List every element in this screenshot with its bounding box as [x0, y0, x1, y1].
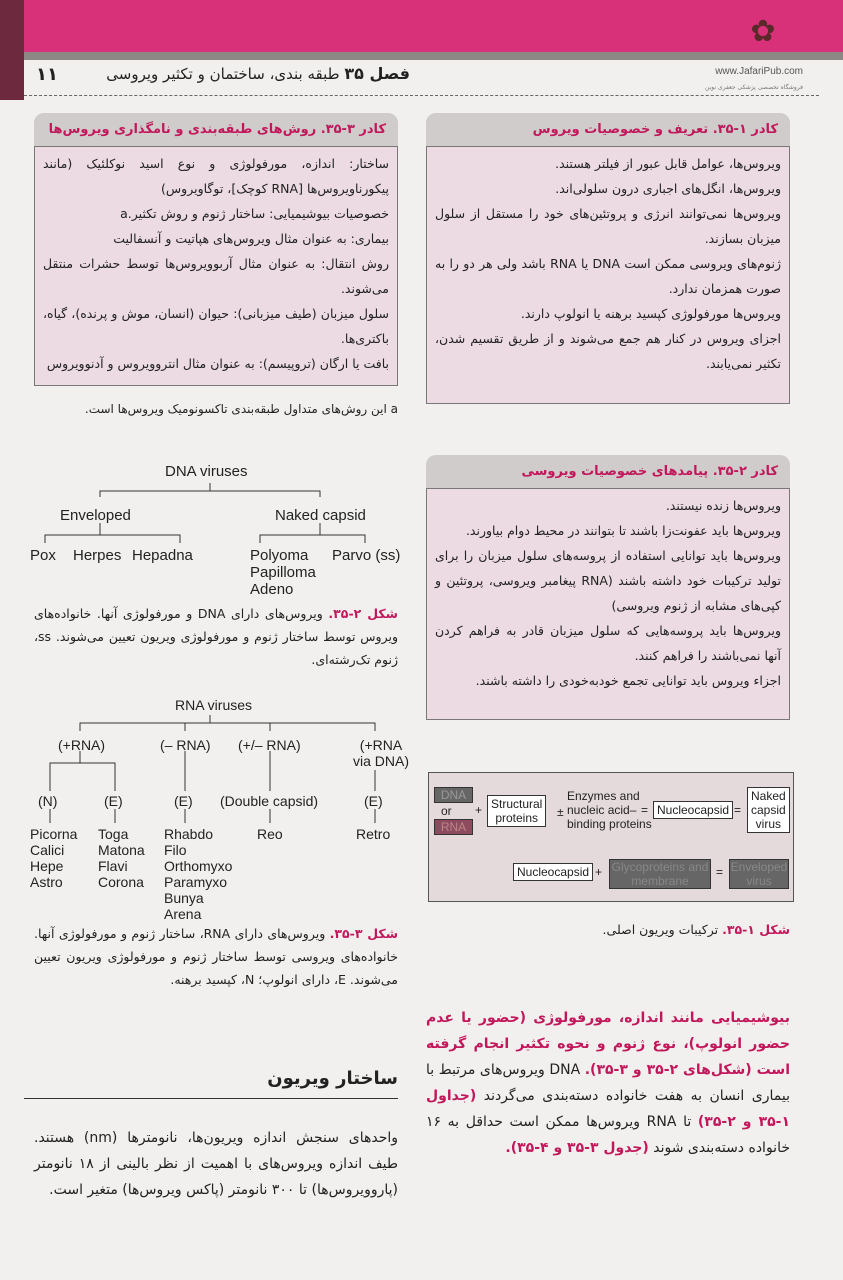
dna-virus-tree: [20, 455, 410, 598]
rna-group-2: Toga Matona Flavi Corona: [98, 826, 145, 890]
caption-label: شکل ۲-۳۵.: [328, 606, 398, 621]
para-bold: بیوشیمیایی مانند اندازه، مورفولوژی (حضور یا عدم حضور انولوپ)، نوع ژنوم و نحوه تکثیر انجام گرفته است (شکل‌های ۲-۳۵ و ۳-۳۵).: [426, 1010, 791, 1078]
para-bold: (جداول ۱-۳۵ و ۲-۳۵): [426, 1088, 791, 1130]
box-line: ویروس‌ها باید عفونت‌زا باشند تا بتوانند در محیط دوام بیاورند.: [465, 523, 781, 538]
figure-1-virion-components: [428, 772, 794, 902]
enzymes-text: Enzymes and nucleic acid– binding proteins: [567, 789, 652, 831]
enveloped-virus-box: Enveloped virus: [730, 860, 788, 888]
box-line: ویروس‌ها مورفولوژی کپسید برهنه یا انولوپ دارند.: [520, 306, 781, 321]
dna-enveloped: Enveloped: [60, 507, 131, 524]
running-header: [100, 64, 410, 83]
publisher-shop: فروشگاه تخصصی پزشکی جعفری نوین: [705, 84, 803, 91]
dna-box: DNA: [434, 787, 473, 803]
publisher-url: www.JafariPub.com: [715, 66, 803, 77]
box-line: ویروس‌ها نمی‌توانند انرژی و پروتئین‌های خود را مستقل از سلول میزبان بسازند.: [435, 206, 781, 246]
figure-3-caption: [34, 922, 398, 991]
dna-papilloma: Papilloma: [250, 564, 316, 581]
box-line: ساختار: اندازه، مورفولوژی و نوع اسید نوکلئیک (مانند پیکورناویروس‌ها [RNA کوچک]، توگاویروس): [43, 156, 389, 196]
rna-naked: (N): [38, 793, 58, 809]
dna-herpes: Herpes: [73, 547, 122, 564]
section-paragraph: واحدهای سنجش اندازه ویریون‌ها، نانومترها (nm) هستند. طیف اندازه ویروس‌های با اهمیت از نظر بالینی از ۱۸ نانومتر (پاروویروس‌ها) تا ۳۰۰ نانومتر (پاکس ویروس‌ها) متغیر است.: [34, 1130, 398, 1198]
dna-parvo: Parvo (ss): [332, 547, 401, 564]
page-number: ۱۱: [36, 64, 58, 85]
chapter-title: طبقه بندی، ساختمان و تکثیر ویروسی: [106, 65, 340, 83]
rna-group-1: Picorna Calici Hepe Astro: [30, 826, 78, 890]
dna-naked: Naked capsid: [275, 507, 366, 524]
or-text: or: [441, 804, 452, 818]
rna-double-capsid: (Double capsid): [220, 793, 319, 809]
rna-virus-tree: [20, 695, 410, 920]
rna-group-5: Retro: [356, 826, 391, 842]
naked-virus-box: Naked capsid virus: [747, 787, 790, 833]
plus-sign: +: [595, 865, 603, 879]
box-line: روش انتقال: به عنوان مثال آربوویروس‌ها توسط حشرات منتقل می‌شوند.: [43, 256, 389, 296]
box-3-footnote: a این روش‌های متداول طبقه‌بندی تاکسونومیک ویروس‌ها است.: [84, 402, 398, 416]
equals-sign: =: [641, 803, 649, 817]
chapter-label: فصل ۳۵: [344, 64, 410, 83]
header-rule: [24, 95, 819, 96]
dna-pox: Pox: [30, 547, 56, 564]
dna-root: DNA viruses: [165, 463, 248, 480]
box-title: کادر ۱-۳۵. تعریف و خصوصیات ویروس: [426, 113, 790, 146]
figure-2-caption: [34, 602, 398, 671]
caption-label: شکل ۱-۳۵.: [722, 922, 790, 937]
dna-adeno: Adeno: [250, 581, 294, 598]
edge-strip: [0, 0, 24, 100]
rna-root: RNA viruses: [175, 697, 253, 713]
box-line: ویروس‌ها، عوامل قابل عبور از فیلتر هستند.: [555, 156, 781, 171]
equals-sign: =: [734, 803, 742, 817]
rna-enveloped: (E): [174, 793, 193, 809]
box-2: [426, 455, 790, 720]
rna-ambisense: (+/– RNA): [238, 737, 301, 753]
para-text: DNA ویروس‌های مرتبط با بیماری انسان به هفت خانواده دسته‌بندی می‌گردند: [426, 1062, 790, 1104]
plus-minus-sign: ±: [557, 805, 564, 819]
structural-proteins-box: Structural proteins: [487, 795, 546, 827]
header-band: [0, 0, 843, 55]
box-line: بیماری: به عنوان مثال ویروس‌های هپاتیت و آنسفالیت: [113, 231, 389, 246]
caption-text: ترکیبات ویریون اصلی.: [602, 922, 723, 937]
rna-negative: (– RNA): [160, 737, 211, 753]
publisher-logo: ✿: [750, 14, 776, 49]
box-1: [426, 113, 790, 404]
plus-sign: +: [475, 803, 483, 817]
box-line: خصوصیات بیوشیمیایی: ساختار ژنوم و روش تکثیر.a: [120, 206, 389, 221]
caption-text: ویروس‌های دارای DNA و مورفولوژی آنها. خانواده‌های ویروس توسط ساختار ژنوم و مورفولوژی ویریون تعیین می‌شوند. ss، ژنوم تک‌رشته‌ای.: [34, 606, 398, 667]
caption-label: شکل ۳-۳۵.: [329, 926, 398, 941]
rna-enveloped: (E): [104, 793, 123, 809]
box-title: کادر ۳-۳۵. روش‌های طبقه‌بندی و نامگذاری ویروس‌ها: [34, 113, 398, 146]
para-bold: (جدول ۳-۳۵ و ۴-۳۵).: [505, 1140, 649, 1156]
classification-paragraph: [426, 1005, 790, 1161]
rna-via-dna: (+RNA via DNA): [353, 737, 410, 769]
header-stripe: [24, 52, 843, 60]
box-line: ویروس‌ها زنده نیستند.: [665, 498, 781, 513]
box-3: [34, 113, 398, 386]
box-line: ویروس‌ها باید پروسه‌هایی که سلول میزبان قادر به فراهم کردن آنها نمی‌باشند را فراهم کنند.: [435, 623, 781, 663]
glycoproteins-box: Glycoproteins and membrane: [609, 859, 711, 889]
figure-1-caption: [426, 918, 790, 941]
nucleocapsid-box: Nucleocapsid: [653, 801, 733, 819]
box-line: اجزای ویروس در کنار هم جمع می‌شوند و از طریق تقسیم شدن، تکثیر نمی‌یابند.: [435, 331, 781, 371]
box-line: ویروس‌ها، انگل‌های اجباری درون سلولی‌اند.: [555, 181, 781, 196]
rna-enveloped: (E): [364, 793, 383, 809]
rna-positive: (+RNA): [58, 737, 106, 753]
equals-sign: =: [716, 865, 724, 879]
box-line: سلول میزبان (طیف میزبانی): حیوان (انسان، موش و پرنده)، گیاه، باکتری‌ها.: [43, 306, 389, 346]
para-text: تا RNA ویروس‌ها ممکن است حداقل به ۱۶ خانواده دسته‌بندی شوند: [426, 1114, 790, 1156]
rna-group-3: Rhabdo Filo Orthomyxo Paramyxo Bunya Arena: [164, 826, 233, 922]
box-title: کادر ۲-۳۵. پیامدهای خصوصیات ویروسی: [426, 455, 790, 488]
section-rule: [24, 1098, 398, 1099]
box-line: اجزاء ویروس باید توانایی تجمع خودبه‌خودی را داشته باشند.: [475, 673, 781, 688]
rna-group-4: Reo: [257, 826, 283, 842]
box-line: ژنوم‌های ویروسی ممکن است DNA یا RNA باشد ولی هر دو را به صورت همزمان ندارد.: [435, 256, 781, 296]
rna-box: RNA: [434, 819, 473, 835]
section-heading: ساختار ویریون: [267, 1068, 398, 1089]
dna-hepadna: Hepadna: [132, 547, 193, 564]
box-line: ویروس‌ها باید توانایی استفاده از پروسه‌های سلول میزبان را برای تولید ترکیبات خود داشته باشند (RNA پیغامبر ویروسی، پروتئین و کپی‌های مشابه از ژنوم ویروسی): [435, 548, 781, 613]
box-line: بافت یا ارگان (تروپیسم): به عنوان مثال انتروویروس و آدنوویروس: [46, 356, 389, 371]
dna-polyoma: Polyoma: [250, 547, 309, 564]
nucleocapsid-box: Nucleocapsid: [513, 863, 593, 881]
caption-text: ویروس‌های دارای RNA، ساختار ژنوم و مورفولوژی آنها. خانواده‌های ویروسی توسط ساختار ژنوم و مورفولوژی ویریون تعیین می‌شوند. E، دارای انولوپ؛ N، کپسید برهنه.: [34, 926, 398, 987]
